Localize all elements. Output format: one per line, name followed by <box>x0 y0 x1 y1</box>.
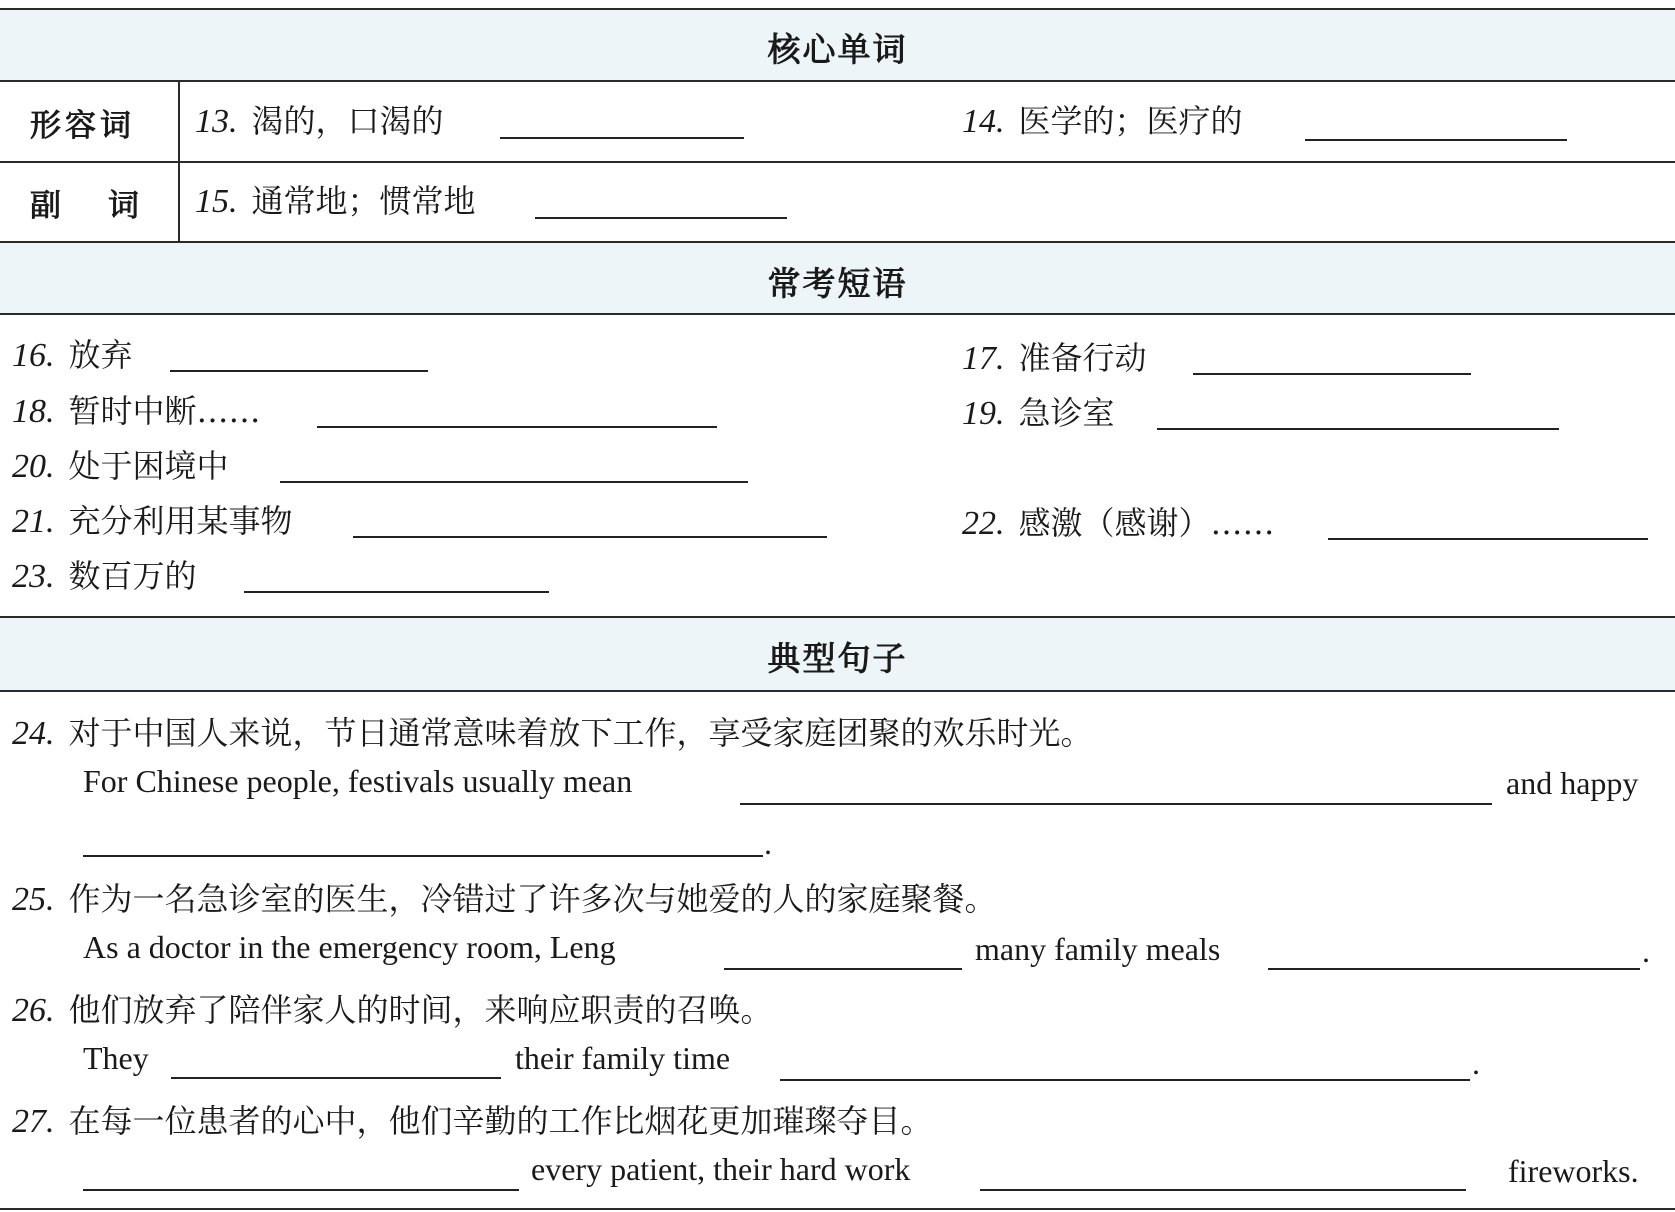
item-number: 25. <box>12 881 55 918</box>
section-title-sentences: 典型句子 <box>767 639 908 678</box>
item-text: 作为一名急诊室的医生，冷错过了许多次与她爱的人的家庭聚餐。 <box>68 880 997 918</box>
item-text: 处于困境中 <box>68 447 229 485</box>
sentence-25-english-mid: many family meals <box>975 931 1221 967</box>
item-number: 23. <box>12 558 55 595</box>
sentence-26-chinese <box>12 985 773 1031</box>
answer-blank-27a[interactable] <box>83 1189 519 1191</box>
sentence-24-english-start: For Chinese people, festivals usually mean <box>83 763 633 799</box>
item-number: 20. <box>12 448 55 485</box>
item-number: 27. <box>12 1103 55 1140</box>
item-text: 通常地；惯常地 <box>251 182 476 220</box>
phrase-item-19 <box>962 388 1115 434</box>
item-number: 14. <box>962 103 1005 140</box>
category-adverb: 副 词 <box>30 188 147 224</box>
phrase-item-17 <box>962 333 1147 379</box>
item-number: 15. <box>195 183 238 220</box>
sentence-27-chinese <box>12 1096 933 1142</box>
answer-blank-17[interactable] <box>1193 373 1471 375</box>
word-item-14 <box>962 96 1243 142</box>
rule <box>0 241 1675 243</box>
answer-blank-13[interactable] <box>500 137 744 139</box>
item-text: 准备行动 <box>1018 339 1147 377</box>
phrase-item-23 <box>12 551 197 597</box>
phrase-item-21 <box>12 496 293 542</box>
phrase-item-20 <box>12 441 229 487</box>
item-text: 在每一位患者的心中，他们辛勤的工作比烟花更加璀璨夺目。 <box>68 1102 933 1140</box>
item-number: 21. <box>12 503 55 540</box>
sentence-27-english-end: fireworks. <box>1508 1153 1639 1189</box>
item-text: 对于中国人来说，节日通常意味着放下工作，享受家庭团聚的欢乐时光。 <box>68 714 1093 752</box>
rule <box>0 690 1675 692</box>
item-text: 急诊室 <box>1018 394 1115 432</box>
sentence-24-english-mid: and happy <box>1506 765 1639 801</box>
sentence-24-english-end: . <box>764 825 772 861</box>
answer-blank-23[interactable] <box>244 591 549 593</box>
item-number: 18. <box>12 393 55 430</box>
item-text: 他们放弃了陪伴家人的时间，来响应职责的召唤。 <box>68 991 773 1029</box>
item-number: 22. <box>962 505 1005 542</box>
answer-blank-20[interactable] <box>280 481 748 483</box>
answer-blank-25b[interactable] <box>1268 968 1640 970</box>
answer-blank-25a[interactable] <box>724 968 962 970</box>
item-text: 感激（感谢）…… <box>1018 504 1275 542</box>
answer-blank-18[interactable] <box>317 426 717 428</box>
item-number: 17. <box>962 340 1005 377</box>
rule-bottom <box>0 1208 1675 1210</box>
category-adjective: 形容词 <box>30 108 135 144</box>
item-number: 13. <box>195 103 238 140</box>
sentence-25-english-end: . <box>1642 933 1650 969</box>
category-divider <box>178 80 180 241</box>
sentence-26-english-start: They <box>83 1040 149 1076</box>
rule <box>0 161 1675 163</box>
answer-blank-24a[interactable] <box>740 803 1492 805</box>
item-text: 暂时中断…… <box>68 392 261 430</box>
item-text: 放弃 <box>68 336 133 374</box>
answer-blank-14[interactable] <box>1305 139 1567 141</box>
item-number: 24. <box>12 715 55 752</box>
item-number: 19. <box>962 395 1005 432</box>
answer-blank-19[interactable] <box>1157 428 1559 430</box>
rule <box>0 616 1675 618</box>
sentence-27-english-mid: every patient, their hard work <box>531 1151 911 1187</box>
rule <box>0 313 1675 315</box>
rule-top <box>0 8 1675 10</box>
answer-blank-16[interactable] <box>170 370 428 372</box>
phrase-item-22 <box>962 498 1275 544</box>
answer-blank-15[interactable] <box>535 217 787 219</box>
answer-blank-22[interactable] <box>1328 538 1648 540</box>
section-title-phrases: 常考短语 <box>767 264 908 303</box>
answer-blank-26b[interactable] <box>780 1079 1470 1081</box>
sentence-24-chinese <box>12 708 1093 754</box>
item-text: 渴的，口渴的 <box>251 102 444 140</box>
answer-blank-26a[interactable] <box>171 1077 501 1079</box>
word-item-13 <box>195 96 444 142</box>
sentence-25-chinese <box>12 874 997 920</box>
sentence-26-english-mid: their family time <box>515 1040 731 1076</box>
answer-blank-27b[interactable] <box>980 1189 1466 1191</box>
item-number: 16. <box>12 337 55 374</box>
phrase-item-16 <box>12 330 133 376</box>
item-text: 医学的；医疗的 <box>1018 102 1243 140</box>
item-text: 充分利用某事物 <box>68 502 293 540</box>
item-text: 数百万的 <box>68 557 197 595</box>
answer-blank-24b[interactable] <box>83 855 763 857</box>
sentence-26-english-end: . <box>1472 1045 1480 1081</box>
section-title-core-words: 核心单词 <box>767 30 908 69</box>
item-number: 26. <box>12 992 55 1029</box>
phrase-item-18 <box>12 386 261 432</box>
sentence-25-english-start: As a doctor in the emergency room, Leng <box>83 929 616 965</box>
word-item-15 <box>195 176 476 222</box>
rule <box>0 80 1675 82</box>
answer-blank-21[interactable] <box>353 536 827 538</box>
